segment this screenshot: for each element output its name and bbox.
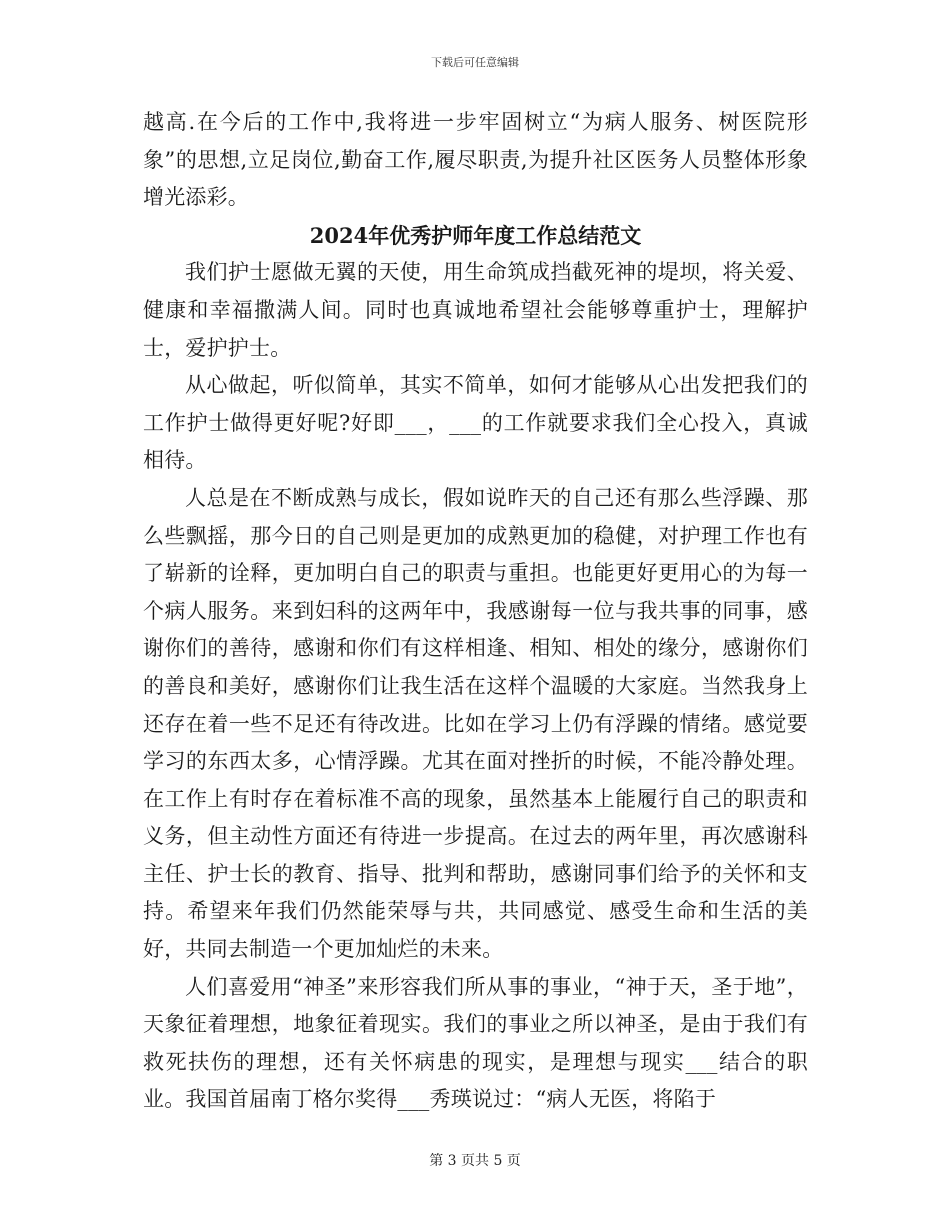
paragraph: 人总是在不断成熟与成长，假如说昨天的自己还有那么些浮躁、那么些飘摇，那今日的自己则是更加的成熟更加的稳健，对护理工作也有了崭新的诠释，更加明白自己的职责与重担。也能更好更用心的为每一个病人服务。来到妇科的这两年中，我感谢每一位与我共事的同事，感谢你们的善待，感谢和你们有这样相逢、相知、相处的缘分，感谢你们的善良和美好，感谢你们让我生活在这样个温暖的大家庭。当然我身上还存在着一些不足还有待改进。比如在学习上仍有浮躁的情绪。感觉要学习的东西太多，心情浮躁。尤其在面对挫折的时候，不能冷静处理。在工作上有时存在着标准不高的现象，虽然基本上能履行自己的职责和义务，但主动性方面还有待进一步提高。在过去的两年里，再次感谢科主任、护士长的教育、指导、批判和帮助，感谢同事们给予的关怀和支持。希望来年我们仍然能荣辱与共，共同感觉、感受生命和生活的美好，共同去制造一个更加灿烂的未来。 <box>143 485 808 962</box>
page-header: 下载后可任意编辑 <box>431 56 519 69</box>
document-title: 2024年优秀护师年度工作总结范文 <box>309 222 642 248</box>
page-number: 第 3 页共 5 页 <box>429 1153 521 1169</box>
document-body <box>143 104 808 1119</box>
paragraph-continuation: 越高.在今后的工作中,我将进一步牢固树立“为病人服务、树医院形象”的思想,立足岗位,勤奋工作,履尽职责,为提升社区医务人员整体形象增光添彩。 <box>143 110 808 210</box>
paragraph: 人们喜爱用“神圣”来形容我们所从事的事业，“神于天，圣于地”，天象征着理想，地象征着现实。我们的事业之所以神圣，是由于我们有救死扶伤的理想，还有关怀病患的现实，是理想与现实___结合的职业。我国首届南丁格尔奖得___秀瑛说过：“病人无医，将陷于 <box>143 974 808 1112</box>
paragraph: 从心做起，听似简单，其实不简单，如何才能够从心出发把我们的工作护士做得更好呢?好即___，___的工作就要求我们全心投入，真诚相待。 <box>143 373 808 473</box>
paragraph: 我们护士愿做无翼的天使，用生命筑成挡截死神的堤坝，将关爱、健康和幸福撒满人间。同时也真诚地希望社会能够尊重护士，理解护士，爱护护士。 <box>143 260 808 360</box>
